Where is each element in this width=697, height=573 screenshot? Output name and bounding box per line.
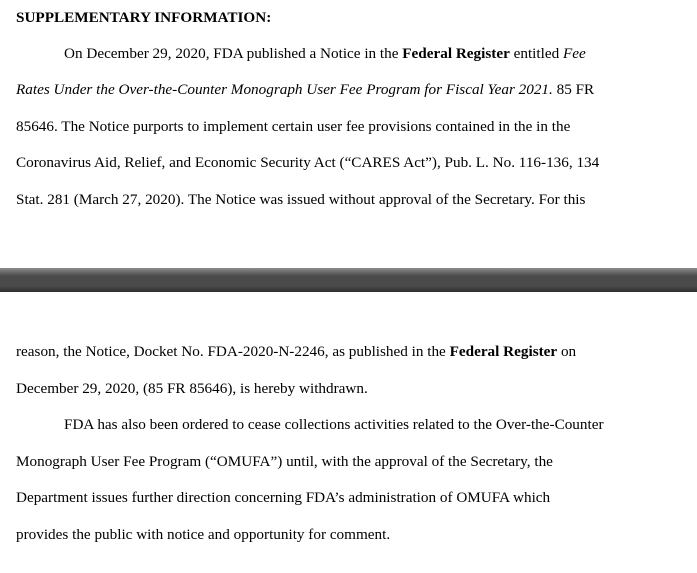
line-text: 85 FR bbox=[552, 81, 595, 98]
notice-title: Rates Under the Over-the-Counter Monograph User Fee Program for Fiscal Year 2021. bbox=[16, 81, 553, 98]
document-page-top bbox=[0, 0, 697, 268]
paragraph-line: Department issues further direction concerning FDA’s administration of OMUFA which bbox=[16, 489, 551, 506]
section-heading: SUPPLEMENTARY INFORMATION: bbox=[16, 9, 272, 26]
paragraph-line: Coronavirus Aid, Relief, and Economic Security Act (“CARES Act”), Pub. L. No. 116-136, 134 bbox=[16, 154, 600, 171]
paragraph-line: Stat. 281 (March 27, 2020). The Notice was issued without approval of the Secretary. For this bbox=[16, 191, 586, 208]
line-text: entitled bbox=[509, 45, 563, 62]
line-text: on bbox=[557, 343, 577, 360]
paragraph-line: Monograph User Fee Program (“OMUFA”) until, with the approval of the Secretary, the bbox=[16, 453, 553, 470]
federal-register-term: Federal Register bbox=[449, 343, 558, 360]
paragraph-line bbox=[64, 45, 586, 63]
document-page-bottom bbox=[0, 292, 697, 573]
paragraph-line: provides the public with notice and opportunity for comment. bbox=[16, 526, 391, 543]
federal-register-term: Federal Register bbox=[402, 45, 510, 62]
paragraph-line: FDA has also been ordered to cease collections activities related to the Over-the-Counter bbox=[64, 416, 604, 433]
line-text: reason, the Notice, Docket No. FDA-2020-N-2246, as published in the bbox=[16, 343, 450, 360]
paragraph-line: 85646. The Notice purports to implement certain user fee provisions contained in the in the bbox=[16, 118, 571, 135]
page-separator bbox=[0, 268, 697, 292]
line-text: On December 29, 2020, FDA published a Notice in the bbox=[64, 45, 403, 62]
paragraph-line bbox=[16, 81, 594, 99]
paragraph-line: December 29, 2020, (85 FR 85646), is hereby withdrawn. bbox=[16, 380, 368, 397]
notice-title-start: Fee bbox=[562, 45, 586, 62]
paragraph-line bbox=[16, 343, 576, 361]
